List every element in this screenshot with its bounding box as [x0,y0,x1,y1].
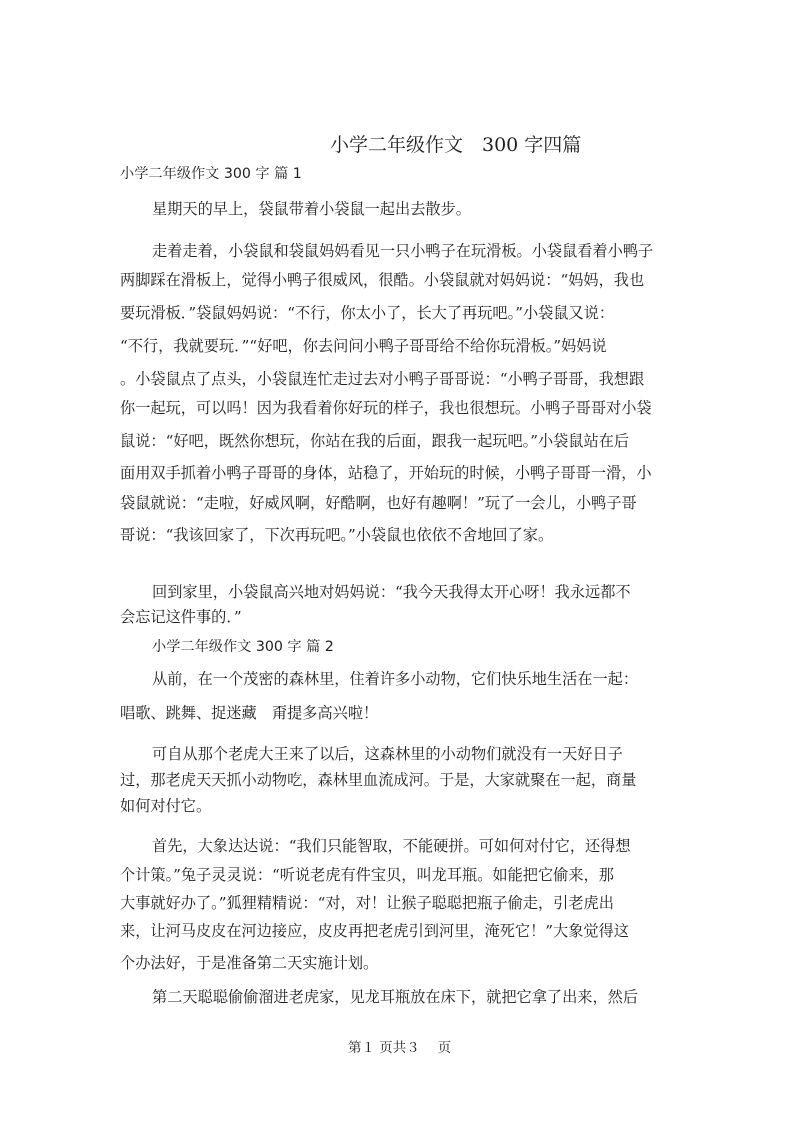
paragraph-line: 来，让河马皮皮在河边接应，皮皮再把老虎引到河里，淹死它！”大象觉得这 [120,922,629,940]
paragraph-line: 星期天的早上，袋鼠带着小袋鼠一起出去散步。 [152,200,471,218]
document-title: 小学二年级作文 300 字四篇 [330,134,582,156]
section-heading-2: 小学二年级作文 300 字 篇 2 [152,639,334,655]
paragraph-line: 第二天聪聪偷偷溜进老虎家，见龙耳瓶放在床下，就把它拿了出来，然后 [152,988,638,1006]
paragraph-line: 个计策。”兔子灵灵说：“听说老虎有件宝贝，叫龙耳瓶。如能把它偷来，那 [120,866,614,884]
paragraph-line: 你一起玩，可以吗！因为我看着你好玩的样子，我也很想玩。小鸭子哥哥对小袋 [120,399,652,417]
paragraph-line: 面用双手抓着小鸭子哥哥的身体，站稳了，开始玩的时候，小鸭子哥哥一滑，小 [120,464,652,482]
paragraph-line: 过，那老虎天天抓小动物吃，森林里血流成河。于是，大家就聚在一起，商量 [120,771,637,789]
paragraph-line: 首先，大象达达说：“我们只能智取，不能硬拼。可如何对付它，还得想 [152,837,631,855]
page-footer: 第１ 页共３ 页 [348,1040,452,1056]
paragraph-line: 要玩滑板．”袋鼠妈妈说：“不行，你太小了，长大了再玩吧。”小袋鼠又说： [120,304,615,322]
paragraph-line: 鼠说：“好吧，既然你想玩，你站在我的后面，跟我一起玩吧。”小袋鼠站在后 [120,432,630,450]
paragraph-line: 从前，在一个茂密的森林里，住着许多小动物，它们快乐地生活在一起： [152,670,638,688]
paragraph-line: “不行，我就要玩．”“好吧，你去问问小鸭子哥哥给不给你玩滑板。”妈妈说 [120,337,607,355]
section-heading-1: 小学二年级作文 300 字 篇 1 [120,166,302,182]
paragraph-line: 。小袋鼠点了点头，小袋鼠连忙走过去对小鸭子哥哥说：“小鸭子哥哥，我想跟 [120,370,645,388]
paragraph-line: 个办法好，于是准备第二天实施计划。 [120,954,379,972]
paragraph-line: 大事就好办了。”狐狸精精说：“对，对！让猴子聪聪把瓶子偷走，引老虎出 [120,894,614,912]
paragraph-line: 回到家里，小袋鼠高兴地对妈妈说：“我今天我得太开心呀！我永远都不 [152,583,631,601]
paragraph-line: 会忘记这件事的．” [120,608,242,626]
paragraph-line: 可自从那个老虎大王来了以后，这森林里的小动物们就没有一天好日子 [152,745,623,763]
paragraph-line: 哥说：“我该回家了，下次再玩吧。”小袋鼠也依依不舍地回了家。 [120,526,554,544]
paragraph-line: 唱歌、跳舞、捉迷藏 甭提多高兴啦！ [120,704,379,722]
paragraph-line: 走着走着，小袋鼠和袋鼠妈妈看见一只小鸭子在玩滑板。小袋鼠看着小鸭子 [152,242,654,260]
paragraph-line: 袋鼠就说：“走啦，好威风啊，好酷啊，也好有趣啊！”玩了一会儿，小鸭子哥 [120,494,637,512]
paragraph-line: 如何对付它。 [120,797,212,815]
paragraph-line: 两脚踩在滑板上，觉得小鸭子很威风，很酷。小袋鼠就对妈妈说：“妈妈，我也 [120,271,645,289]
